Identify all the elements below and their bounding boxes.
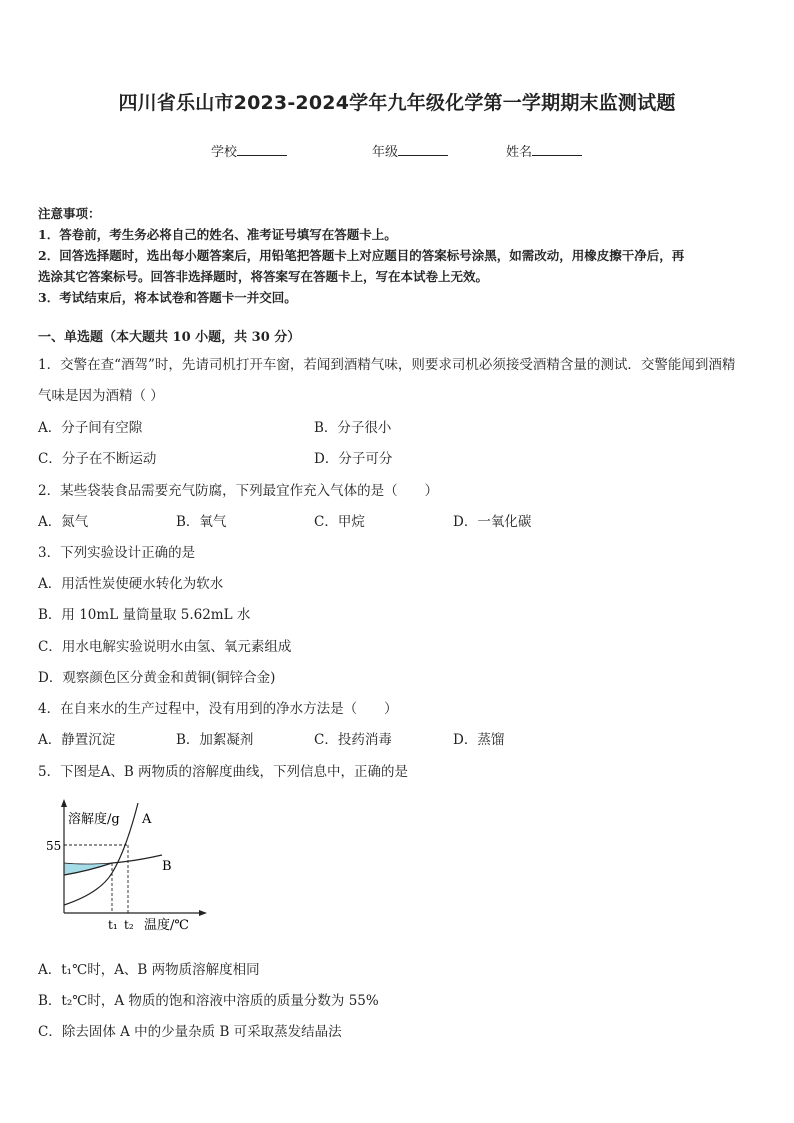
- notice-item: 3．考试结束后，将本试卷和答题卡一并交回。: [38, 290, 297, 305]
- q4-option-a: A．静置沉淀: [38, 732, 116, 748]
- q2-option-b: B．氧气: [176, 514, 227, 530]
- section-heading: 一、单选题（本大题共 10 小题，共 30 分）: [38, 330, 301, 345]
- x-axis-label: 温度/℃: [144, 918, 189, 933]
- y-axis-arrow: [61, 799, 67, 807]
- y-tick-55: 55: [46, 839, 62, 853]
- y-axis-label: 溶解度/g: [68, 812, 120, 827]
- grade-label: 年级: [372, 145, 399, 160]
- q2-option-d: D．一氧化碳: [453, 514, 532, 530]
- grade-field: [372, 141, 448, 160]
- solubility-curve-figure: [40, 795, 220, 940]
- shade-upper-edge: [64, 863, 112, 864]
- notice-item: 2．回答选择题时，选出每小题答案后，用铅笔把答题卡上对应题目的答案标号涂黑，如需改动，用橡皮擦干净后，再: [38, 248, 685, 263]
- q1-option-a: A．分子间有空隙: [38, 420, 143, 436]
- q1-option-b: B．分子很小: [314, 420, 392, 436]
- question-4-stem: 4．在自来水的生产过程中，没有用到的净水方法是（ ）: [38, 701, 398, 717]
- page-title: 四川省乐山市2023-2024学年九年级化学第一学期期末监测试题: [118, 92, 676, 114]
- x-axis-arrow: [199, 910, 207, 916]
- q2-option-c: C．甲烷: [314, 514, 365, 530]
- q4-option-d: D．蒸馏: [453, 732, 505, 748]
- curve-a-label: A: [142, 812, 152, 827]
- q3-option-c: C．用水电解实验说明水由氢、氧元素组成: [38, 639, 292, 655]
- q5-option-b: B．t₂℃时，A 物质的饱和溶液中溶质的质量分数为 55%: [38, 993, 379, 1009]
- name-blank: [532, 142, 582, 156]
- school-label: 学校: [211, 145, 238, 160]
- q5-option-a: A．t₁℃时，A、B 两物质溶解度相同: [38, 962, 260, 978]
- q3-option-b: B．用 10mL 量筒量取 5.62mL 水: [38, 607, 251, 623]
- q3-option-d: D．观察颜色区分黄金和黄铜(铜锌合金): [38, 670, 276, 686]
- x-tick-t1: t₁: [108, 918, 118, 932]
- q5-option-c: C．除去固体 A 中的少量杂质 B 可采取蒸发结晶法: [38, 1024, 342, 1040]
- q4-option-c: C．投药消毒: [314, 732, 392, 748]
- notice-heading: 注意事项：: [38, 206, 101, 221]
- q4-option-b: B．加絮凝剂: [176, 732, 254, 748]
- notice-block: [38, 203, 760, 308]
- question-3-stem: 3．下列实验设计正确的是: [38, 545, 196, 561]
- name-field: [506, 141, 582, 160]
- x-tick-t2: t₂: [124, 918, 134, 932]
- question-1-line-2: 气味是因为酒精（ ）: [38, 388, 164, 404]
- school-field: [211, 141, 287, 160]
- q2-option-a: A．氮气: [38, 514, 89, 530]
- curve-b-label: B: [162, 859, 172, 874]
- question-2-stem: 2．某些袋装食品需要充气防腐，下列最宜作充入气体的是（ ）: [38, 483, 439, 499]
- q1-option-c: C．分子在不断运动: [38, 451, 157, 467]
- q1-option-d: D．分子可分: [314, 451, 393, 467]
- q3-option-a: A．用活性炭使硬水转化为软水: [38, 576, 224, 592]
- name-label: 姓名: [506, 145, 533, 160]
- notice-item: 选涂其它答案标号。回答非选择题时，将答案写在答题卡上，写在本试卷上无效。: [38, 269, 489, 284]
- school-blank: [237, 142, 287, 156]
- grade-blank: [398, 142, 448, 156]
- notice-item: 1．答卷前，考生务必将自己的姓名、准考证号填写在答题卡上。: [38, 227, 397, 242]
- question-1-line-1: 1．交警在查“酒驾”时，先请司机打开车窗，若闻到酒精气味，则要求司机必须接受酒精含量的测试．交警能闻到酒精: [38, 357, 736, 373]
- question-5-stem: 5．下图是A、B 两物质的溶解度曲线，下列信息中，正确的是: [38, 764, 409, 780]
